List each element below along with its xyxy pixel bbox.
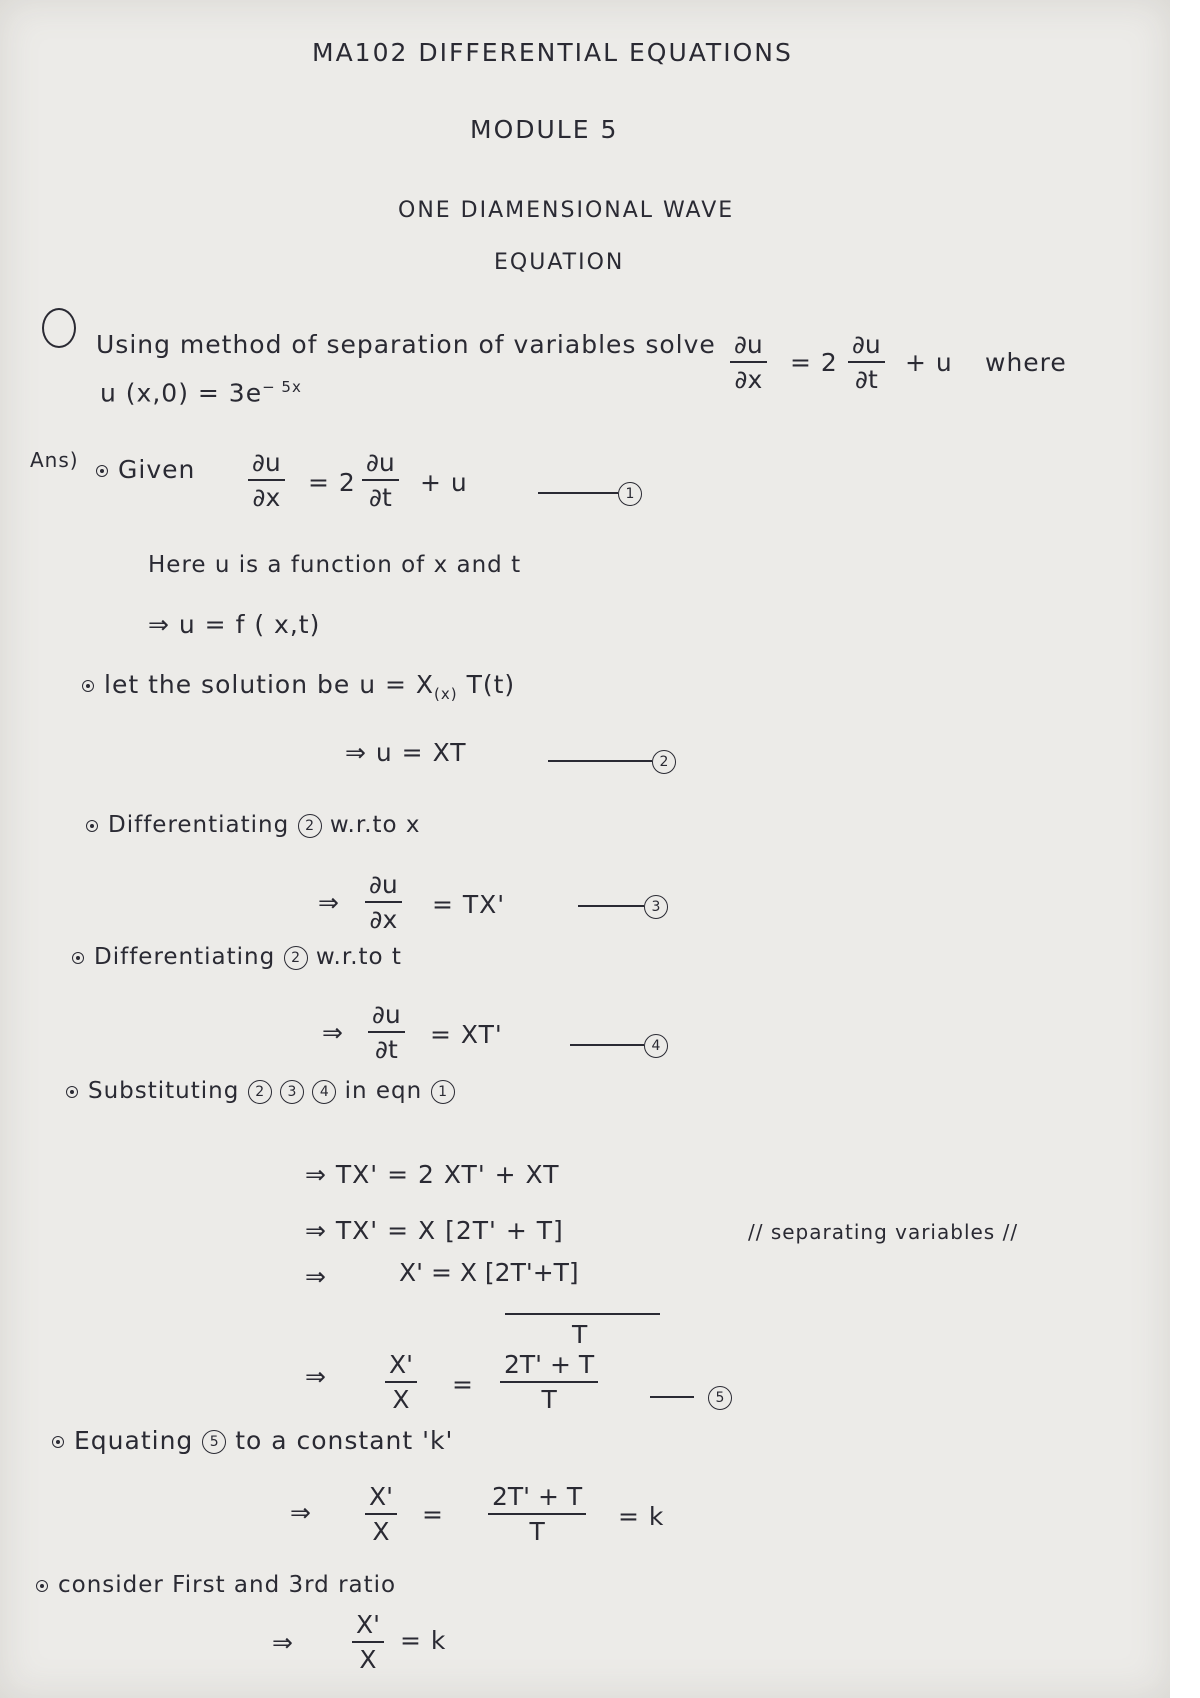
eq4-arrow: ⇒ (322, 1018, 344, 1047)
course-title: MA102 DIFFERENTIAL EQUATIONS (312, 38, 793, 67)
eq-line-4-frac-left (385, 1350, 417, 1414)
eq-line-6-k: = k (400, 1626, 447, 1655)
eq-line-3-frac (395, 1258, 583, 1289)
bullet-icon (72, 952, 84, 964)
implies-function: ⇒ u = f ( x,t) (148, 610, 321, 639)
given-line (96, 455, 195, 484)
eq-line-5-k: = k (618, 1502, 665, 1531)
eq3-frac (365, 870, 402, 934)
module-title: MODULE 5 (470, 115, 619, 144)
eq-line-5-frac-right (488, 1482, 586, 1546)
eq-line-5-eq: = (422, 1500, 444, 1529)
let-line (82, 670, 515, 703)
eq-line-3-num: X' = X [2T'+T] (399, 1258, 579, 1287)
let-x-arg: (x) (434, 685, 458, 703)
eq-tag-2 (652, 746, 676, 775)
ans-label: Ans) (30, 448, 79, 472)
equating-line (52, 1426, 453, 1455)
initial-condition-base: u (x,0) = 3e (100, 378, 263, 408)
given-frac-dudx (248, 448, 285, 512)
eq-line-6-arrow: ⇒ (272, 1628, 294, 1657)
eq-line-6-frac (352, 1610, 384, 1674)
tag-number: 5 (708, 1386, 732, 1410)
bullet-icon (96, 465, 108, 477)
frac-num: 2T' + T (500, 1350, 598, 1383)
frac-num: ∂u (365, 870, 402, 903)
frac-den: ∂x (734, 365, 763, 394)
question-where: where (985, 348, 1067, 377)
question-marker (42, 308, 76, 348)
question-rhs: = 2 (790, 348, 838, 377)
eq-line-3-bar (505, 1313, 660, 1315)
tag-leader-line (578, 905, 644, 907)
diff-x-wrt: w.r.to x (329, 812, 421, 838)
diff-x-ref: 2 (298, 814, 322, 838)
tag-leader-line (570, 1044, 644, 1046)
question-frac-dudt (848, 330, 885, 394)
frac-den: T (529, 1517, 545, 1546)
frac-num: ∂u (362, 448, 399, 481)
eq3-rhs: = TX' (432, 890, 506, 919)
given-tail: + u (420, 468, 468, 497)
frac-num: ∂u (368, 1000, 405, 1033)
eq-line-5-frac-left (365, 1482, 397, 1546)
frac-num: X' (352, 1610, 384, 1643)
eq-line-5-arrow: ⇒ (290, 1498, 312, 1527)
frac-den: ∂t (375, 1035, 398, 1064)
eq-tag-1 (618, 478, 642, 507)
tag-number: 3 (644, 895, 668, 919)
frac-num: ∂u (848, 330, 885, 363)
subs-in: in eqn (344, 1078, 423, 1104)
eq-line-4-frac-right (500, 1350, 598, 1414)
eq-line-4-arrow: ⇒ (305, 1362, 327, 1391)
subs-line (66, 1078, 455, 1104)
eq-line-2: ⇒ TX' = X [2T' + T] (305, 1216, 564, 1245)
subs-ref-1: 2 (248, 1080, 272, 1104)
consider-text: consider First and 3rd ratio (58, 1572, 397, 1598)
eq4-rhs: = XT' (430, 1020, 503, 1049)
given-label: Given (118, 455, 196, 484)
equating-ref: 5 (202, 1430, 226, 1454)
subs-ref-2: 3 (280, 1080, 304, 1104)
eq-line-3-den: T (572, 1320, 589, 1349)
topic-line-1: ONE DIAMENSIONAL WAVE (398, 198, 735, 223)
diff-t-label: Differentiating (94, 944, 276, 970)
question-text: Using method of separation of variables solve (96, 330, 716, 359)
bullet-icon (82, 680, 94, 692)
consider-line (36, 1572, 396, 1598)
tag-leader-line (548, 760, 652, 762)
frac-num: 2T' + T (488, 1482, 586, 1515)
tag-leader-line (650, 1396, 694, 1398)
initial-condition (100, 378, 302, 407)
frac-den: X (372, 1517, 390, 1546)
diff-x-label: Differentiating (108, 812, 290, 838)
given-mid: = 2 (308, 468, 356, 497)
frac-den: T (541, 1385, 557, 1414)
let-t: T(t) (466, 670, 516, 699)
equating-label: Equating (74, 1426, 194, 1455)
eq4-frac (368, 1000, 405, 1064)
tag-number: 4 (644, 1034, 668, 1058)
here-line: Here u is a function of x and t (148, 552, 522, 578)
frac-den: ∂t (855, 365, 878, 394)
eq-tag-5 (708, 1382, 732, 1411)
frac-num: ∂u (730, 330, 767, 363)
diff-t-line (72, 944, 402, 970)
tag-number: 2 (652, 750, 676, 774)
u-equals-xt: ⇒ u = XT (345, 738, 467, 767)
eq-tag-3 (644, 891, 668, 920)
let-text: let the solution be u = X (104, 670, 435, 699)
bullet-icon (86, 820, 98, 832)
initial-condition-exp: − 5x (262, 378, 302, 396)
frac-den: X (359, 1645, 377, 1674)
diff-t-ref: 2 (284, 946, 308, 970)
subs-label: Substituting (88, 1078, 240, 1104)
given-frac-dudt (362, 448, 399, 512)
tag-number: 1 (618, 482, 642, 506)
eq-line-4-eq: = (452, 1370, 474, 1399)
tag-leader-line (538, 492, 618, 494)
topic-line-2: EQUATION (494, 250, 625, 275)
eq-line-1: ⇒ TX' = 2 XT' + XT (305, 1160, 560, 1189)
subs-ref-4: 1 (431, 1080, 455, 1104)
frac-den: ∂t (369, 483, 392, 512)
diff-x-line (86, 812, 421, 838)
equating-tail: to a constant 'k' (235, 1426, 454, 1455)
eq3-arrow: ⇒ (318, 888, 340, 917)
frac-den: X (392, 1385, 410, 1414)
diff-t-wrt: w.r.to t (315, 944, 402, 970)
frac-den: ∂x (369, 905, 398, 934)
subs-ref-3: 4 (312, 1080, 336, 1104)
bullet-icon (66, 1086, 78, 1098)
bullet-icon (52, 1436, 64, 1448)
frac-num: X' (365, 1482, 397, 1515)
frac-num: X' (385, 1350, 417, 1383)
eq-tag-4 (644, 1030, 668, 1059)
question-rhs2: + u (905, 348, 953, 377)
frac-num: ∂u (248, 448, 285, 481)
separating-note: // separating variables // (748, 1220, 1019, 1244)
question-frac-dudx (730, 330, 767, 394)
frac-den: ∂x (252, 483, 281, 512)
eq-line-3-arrow: ⇒ (305, 1262, 327, 1291)
bullet-icon (36, 1580, 48, 1592)
